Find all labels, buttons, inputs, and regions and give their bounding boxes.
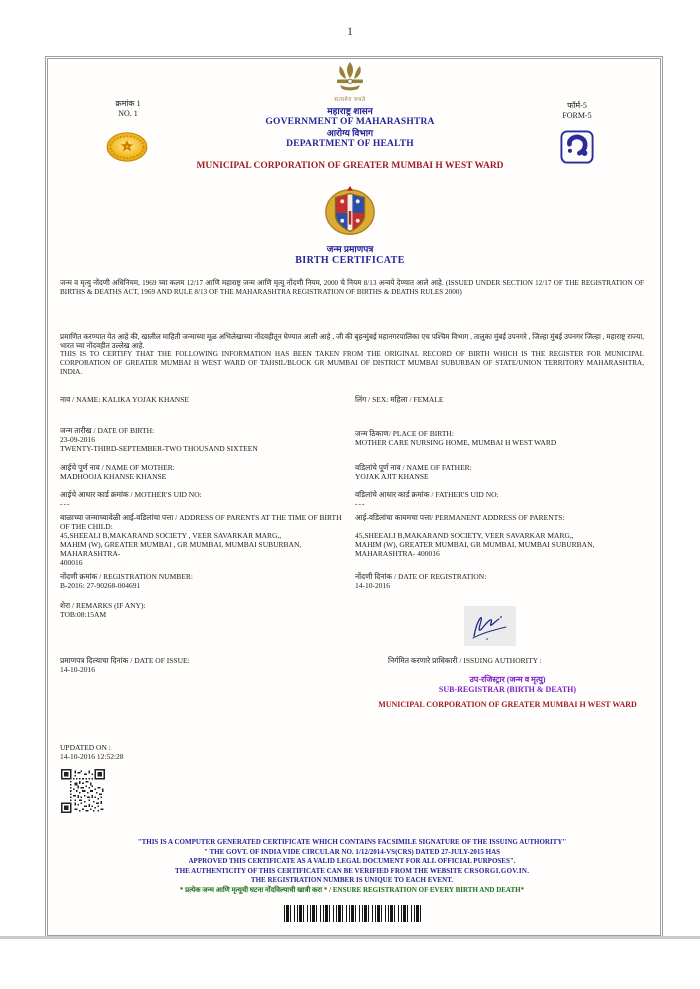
field-registration-date [355, 572, 651, 590]
address-birth-line: 45,SHEEALI B,MAKARAND SOCIETY , VEER SAVARKAR MARG,, [60, 531, 282, 540]
certify-marathi: प्रमाणित करण्यात येत आहे की, खालील माहिती जन्माच्या मूळ अभिलेखाच्या नोंदवहीतून घेण्यात आली आहे , जी की बृहन्मुंबई महानगरपालिका एच पश्चिम विभाग , तालुका मुंबई उपनगरे , जिल्हा मुंबई उपनगर जिल्हा , महाराष्ट्र राज्या, भारत च्या नोंदवहीत उल्लेख आहे. [60, 333, 644, 350]
address-permanent-line: 45,SHEEALI B,MAKARAND SOCIETY, VEER SAVARKAR MARG,, [355, 531, 574, 540]
field-mother-label: आईचे पूर्ण नाव / NAME OF MOTHER: [60, 463, 175, 472]
field-sex-value: महिला / FEMALE [390, 395, 444, 404]
certify-paragraph [60, 333, 644, 376]
page-number: 1 [347, 24, 353, 38]
footer-line4-prefix: THE AUTHENTICITY OF THIS CERTIFICATE CAN BE VERIFIED FROM THE WEBSITE [175, 866, 464, 875]
field-mother [60, 463, 352, 481]
title-marathi: जन्म प्रमाणपत्र [326, 244, 374, 254]
footer-line: THE REGISTRATION NUMBER IS UNIQUE TO EACH EVENT. [250, 876, 454, 885]
field-reg-date-value: 14-10-2016 [355, 581, 390, 590]
footer-website: CRSORGI.GOV.IN [464, 866, 528, 875]
field-dob-words: TWENTY-THIRD-SEPTEMBER-TWO THOUSAND SIXTEEN [60, 444, 258, 453]
field-mother-uid-label: आईचे आधार कार्ड क्रमांक / MOTHER'S UID NO: [60, 490, 202, 499]
field-registration-number [60, 572, 352, 590]
barcode [284, 905, 422, 922]
footer-line: " THE GOVT. OF INDIA VIDE CIRCULAR NO. 1/12/2014-VS(CRS) DATED 27-JULY-2015 HAS [203, 847, 501, 856]
field-updated-on [60, 743, 352, 761]
field-remarks-value: TOB:08:15AM [60, 610, 107, 619]
field-father-uid-value: --- [355, 499, 366, 508]
field-dob-value: 23-09-2016 [60, 435, 95, 444]
field-address-birth [60, 513, 352, 567]
serial-label-english: NO. 1 [118, 109, 138, 118]
field-pob-label: जन्म ठिकाण/ PLACE OF BIRTH: [355, 429, 454, 438]
address-permanent-line: MAHARASHTRA- 400016 [355, 549, 440, 558]
emblem-motto: सत्यमेव जयते [334, 97, 366, 103]
field-sex-label: लिंग / SEX: [355, 395, 389, 404]
field-date-of-issue [60, 656, 352, 674]
field-address-permanent-label: आई-वडिलांचा कायमचा पत्ता/ PERMANENT ADDRESS OF PARENTS: [355, 513, 565, 522]
field-reg-no-label: नोंदणी क्रमांक / REGISTRATION NUMBER: [60, 572, 193, 581]
field-father [355, 463, 651, 481]
field-name [60, 395, 352, 404]
gold-seal-icon [103, 129, 151, 165]
field-mother-value: MADHOOJA KHANSE KHANSE [60, 472, 167, 481]
signature-scrawl-icon [464, 606, 516, 646]
ashoka-emblem-icon [320, 61, 380, 103]
field-sex [355, 395, 651, 404]
address-permanent-line: MAHIM (W), GREATER MUMBAI, GR MUMBAI, MUMBAI SUBURBAN, [355, 540, 595, 549]
issued-under-paragraph [60, 279, 644, 296]
field-address-birth-label: बाळाच्या जन्माच्यावेळी आई-वडिलांचा पत्ता / ADDRESS OF PARENTS AT THE TIME OF BIRTH OF THE CHILD: [60, 513, 342, 531]
govt-english: GOVERNMENT OF MAHARASHTRA [265, 117, 435, 127]
dept-marathi: आरोग्य विभाग [326, 128, 374, 138]
serial-label-marathi: क्रमांक 1 [115, 99, 141, 108]
corporation-heading: MUNICIPAL CORPORATION OF GREATER MUMBAI H WEST WARD [196, 161, 504, 171]
government-heading [150, 106, 550, 150]
dept-english: DEPARTMENT OF HEALTH [286, 139, 414, 149]
address-birth-line: 400016 [60, 558, 83, 567]
field-name-value: KALIKA YOJAK KHANSE [102, 395, 189, 404]
field-father-uid [355, 490, 651, 508]
field-dob [60, 426, 352, 453]
field-father-uid-label: वडिलांचे आधार कार्ड क्रमांक / FATHER'S UID NO: [355, 490, 499, 499]
field-father-label: वडिलांचे पूर्ण नाव / NAME OF FATHER: [355, 463, 472, 472]
field-updated-on-value: 14-10-2016 12:52:28 [60, 752, 124, 761]
footer-line: "THIS IS A COMPUTER GENERATED CERTIFICATE WHICH CONTAINS FACSIMILE SIGNATURE OF THE ISSUING AUTHORITY" [137, 838, 567, 846]
field-reg-no-value: B-2016: 27-90268-004691 [60, 581, 141, 590]
field-pob [355, 429, 651, 447]
field-name-label: नाव / NAME: [60, 395, 101, 404]
field-remarks-label: शेरा / REMARKS (IF ANY): [60, 601, 146, 610]
field-mother-uid-value: --- [60, 499, 71, 508]
govt-marathi: महाराष्ट्र शासन [327, 106, 373, 116]
ashoka-emblem-graphic [330, 61, 370, 95]
issuing-authority-signature [464, 606, 516, 646]
field-updated-on-label: UPDATED ON : [60, 743, 111, 752]
footer-ensure-line [60, 886, 644, 896]
certify-english: THIS IS TO CERTIFY THAT THE FOLLOWING INFORMATION HAS BEEN TAKEN FROM THE ORIGINAL RECORD OF BIRTH WHICH IS THE REGISTER FOR MUNICIPAL CORPORATION OF GREATER MUMBAI H WEST WARD OF TAHSIL/BLOCK GR MUMBAI OF DISTRICT MUMBAI SUBURBAN OF STATE/UNION TERRITORY MAHARASHTRA, INDIA. [60, 350, 644, 376]
form-label-marathi: फॉर्म-5 [567, 101, 587, 110]
qr-code-icon [61, 769, 105, 813]
field-reg-date-label: नोंदणी दिनांक / DATE OF REGISTRATION: [355, 572, 487, 581]
form-label-english: FORM-5 [562, 111, 592, 120]
field-address-permanent [355, 513, 651, 558]
page-bottom-shadow [0, 936, 700, 939]
issuing-authority-label: निर्गमित करणारे प्राधिकारी / ISSUING AUTHORITY : [388, 656, 542, 665]
footer-ensure-english: ENSURE REGISTRATION OF EVERY BIRTH AND DEATH* [332, 885, 525, 894]
issued-english: (ISSUED UNDER SECTION 12/17 OF THE REGISTRATION OF BIRTHS & DEATHS ACT, 1969 AND RULE 8/13 OF THE MAHARASHTRA REGISTRATION OF BIRTHS & DEATHS RULES 2000) [60, 279, 645, 296]
sub-registrar-english: SUB-REGISTRAR (BIRTH & DEATH) [438, 684, 577, 694]
footer-line4-suffix: . [527, 866, 529, 875]
footer-ensure-marathi: * प्रत्येक जन्म आणि मृत्यूची घटना नोंदविल्याची खात्री करा * [179, 885, 328, 894]
field-date-issue-value: 14-10-2016 [60, 665, 95, 674]
address-birth-line: MAHIM (W), GREATER MUMBAI , GR MUMBAI, MUMBAI SUBURBAN, MAHARASHTRA- [60, 540, 302, 558]
field-dob-label: जन्म तारीख / DATE OF BIRTH: [60, 426, 155, 435]
footer-line [60, 867, 644, 877]
footer-line: APPROVED THIS CERTIFICATE AS A VALID LEGAL DOCUMENT FOR ALL OFFICIAL PURPOSES". [188, 857, 516, 866]
field-mother-uid [60, 490, 352, 508]
field-date-issue-label: प्रमाणपत्र दिल्याचा दिनांक / DATE OF ISSUE: [60, 656, 190, 665]
crs-swirl-logo-icon [560, 130, 594, 164]
issued-marathi: जन्म व मृत्यु नोंदणी अधिनियम, 1969 च्या कलम 12/17 आणि महाराष्ट्र जन्म आणि मृत्यु नोंदणी नियम, 2000 चे नियम 8/13 अन्वये देण्यात आले आहे. [60, 279, 444, 288]
footer-disclaimer [60, 838, 644, 896]
issuing-corporation: MUNICIPAL CORPORATION OF GREATER MUMBAI H WEST WARD [378, 700, 637, 709]
certificate-title [200, 244, 500, 267]
bmc-municipal-crest-icon [321, 182, 379, 242]
sub-registrar-marathi: उप-रजिस्ट्रार (जन्म व मृत्यु) [469, 675, 546, 684]
field-pob-value: MOTHER CARE NURSING HOME, MUMBAI H WEST WARD [355, 438, 557, 447]
field-father-value: YOJAK AJIT KHANSE [355, 472, 429, 481]
title-english: BIRTH CERTIFICATE [295, 255, 405, 266]
field-remarks [60, 601, 352, 619]
sub-registrar-block [375, 675, 640, 694]
footer-ensure-separator: / [329, 885, 332, 894]
